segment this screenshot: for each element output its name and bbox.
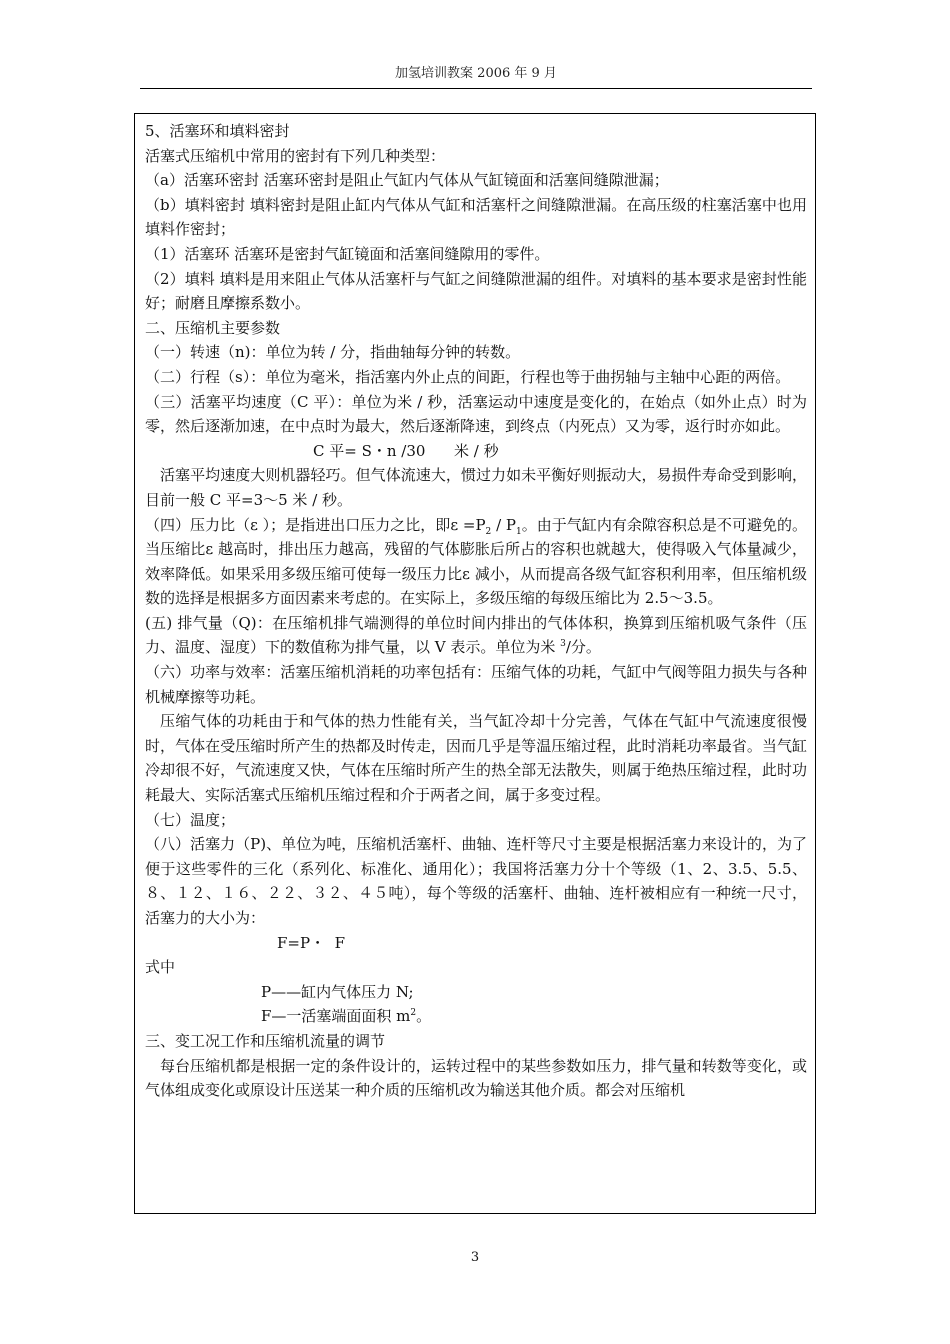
section-title-variable-conditions: 三、变工况工作和压缩机流量的调节 (145, 1031, 386, 1050)
text: （八）活塞力（P)、单位为吨，压缩机活塞杆、曲轴、连杆等尺寸主要是根据活塞力来设计的，为了便于这些零件的三化（系列化、标准化、通用化）；我国将活塞力分十个等级（1、2、3.5、5.5、 (145, 835, 807, 878)
definition-pressure: P——缸内气体压力 N; (261, 982, 414, 1001)
definition-area (145, 1004, 807, 1029)
paragraph: 活塞平均速度大则机器轻巧。但气体流速大，惯过力如未平衡好则振动大，易损件寿命受到影响，目前一般 C 平=3～5 米 / 秒。 (145, 466, 807, 509)
paragraph: （二）行程（s）：单位为毫米，指活塞内外止点的间距，行程也等于曲拐轴与主轴中心距的两倍。 (145, 367, 791, 386)
paragraph: （a）活塞环密封 活塞环密封是阻止气缸内气体从气缸镜面和活塞间缝隙泄漏； (145, 171, 669, 190)
superscript: 2 (410, 1008, 417, 1019)
superscript: 3 (560, 639, 566, 650)
text: (五) 排气量（Q)：在压缩机排气端测得的单位时间内排出的气体体积，换算到压缩机吸气条件（压力、温度、湿度）下的数值称为排气量，以 V 表示。单位为米 (145, 613, 807, 657)
paragraph: （三）活塞平均速度（C 平）：单位为米 / 秒，活塞运动中速度是变化的，在始点（如外止点）时为零，然后逐渐加速，在中点时为最大，然后逐渐降速，到终点（内死点）又为零，返行时亦如此。 (145, 392, 807, 436)
page-number: 3 (470, 1250, 480, 1265)
text: F—一活塞端面面积 m (261, 1007, 411, 1026)
subscript: 2 (485, 526, 492, 537)
paragraph: （六）功率与效率：活塞压缩机消耗的功率包括有：压缩气体的功耗，气缸中气阀等阻力损失与各种机械摩擦等功耗。 (145, 663, 807, 706)
text: / P (491, 515, 516, 534)
subscript: 1 (516, 526, 522, 537)
section-title-piston-seal: 5、活塞环和填料密封 (145, 122, 290, 140)
text: 。 (416, 1007, 432, 1026)
paragraph-displacement (145, 611, 807, 660)
paragraph: （1）活塞环 活塞环是密封气缸镜面和活塞间缝隙用的零件。 (145, 244, 550, 263)
paragraph-piston-force (145, 832, 807, 930)
paragraph: 式中 (145, 958, 176, 977)
text: 。由于气缸内有余隙容积总是不可避免的。当压缩比ε 越高时，排出压力越高，残留的气体膨胀后所占的容积也就越大，使得吸入气体量减少，效率降低。如果采用多级压缩可使每一级压力比ε 减小，从而提高各级气缸容积利用率，但压缩机级数的选择是根据多方面因素来考虑的。在实际上，多级压缩的每级压缩比为 2.5～3.5。 (145, 515, 807, 608)
content-frame (134, 113, 816, 1214)
formula-mean-speed: C 平= S・n /30 米 / 秒 (313, 441, 499, 460)
force-grades: ８、１２、１６、２２、３２、４５ (145, 884, 389, 903)
page-header: 加氢培训教案 2006 年 9 月 (395, 66, 557, 81)
paragraph: （2）填料 填料是用来阻止气体从活塞杆与气缸之间缝隙泄漏的组件。对填料的基本要求是密封性能好；耐磨且摩擦系数小。 (145, 269, 807, 313)
text: 吨），每个等级的活塞杆、曲轴、连杆被相应有一种统一尺寸，活塞力的大小为： (145, 884, 807, 927)
paragraph: （七）温度； (145, 810, 236, 829)
paragraph: （b）填料密封 填料密封是阻止缸内气体从气缸和活塞杆之间缝隙泄漏。在高压级的柱塞活塞中也用填料作密封； (145, 195, 807, 239)
content-body (135, 114, 815, 1103)
formula-piston-force: F=P・ F (277, 933, 346, 952)
paragraph-pressure-ratio (145, 513, 807, 611)
paragraph: （一）转速（n)：单位为转 / 分，指曲轴每分钟的转数。 (145, 343, 521, 362)
text: （四）压力比（ε ）；是指进出口压力之比，即ε =P (145, 515, 486, 534)
paragraph: 压缩气体的功耗由于和气体的热力性能有关，当气缸冷却十分完善，气体在气缸中气流速度很慢时，气体在受压缩时所产生的热都及时传走，因而几乎是等温压缩过程，此时消耗功率最省。当气缸冷却很不好，气流速度又快，气体在压缩时所产生的热全部无法散失，则属于绝热压缩过程，此时功耗最大、实际活塞式压缩机压缩过程和介于两者之间，属于多变过程。 (145, 712, 807, 805)
section-title-main-params: 二、压缩机主要参数 (145, 318, 281, 337)
paragraph: 活塞式压缩机中常用的密封有下列几种类型： (145, 146, 446, 165)
text: /分。 (565, 638, 601, 657)
paragraph: 每台压缩机都是根据一定的条件设计的，运转过程中的某些参数如压力，排气量和转数等变化，或气体组成变化或原设计压送某一种介质的压缩机改为输送其他介质。都会对压缩机 (145, 1056, 807, 1100)
header-rule (140, 88, 812, 89)
